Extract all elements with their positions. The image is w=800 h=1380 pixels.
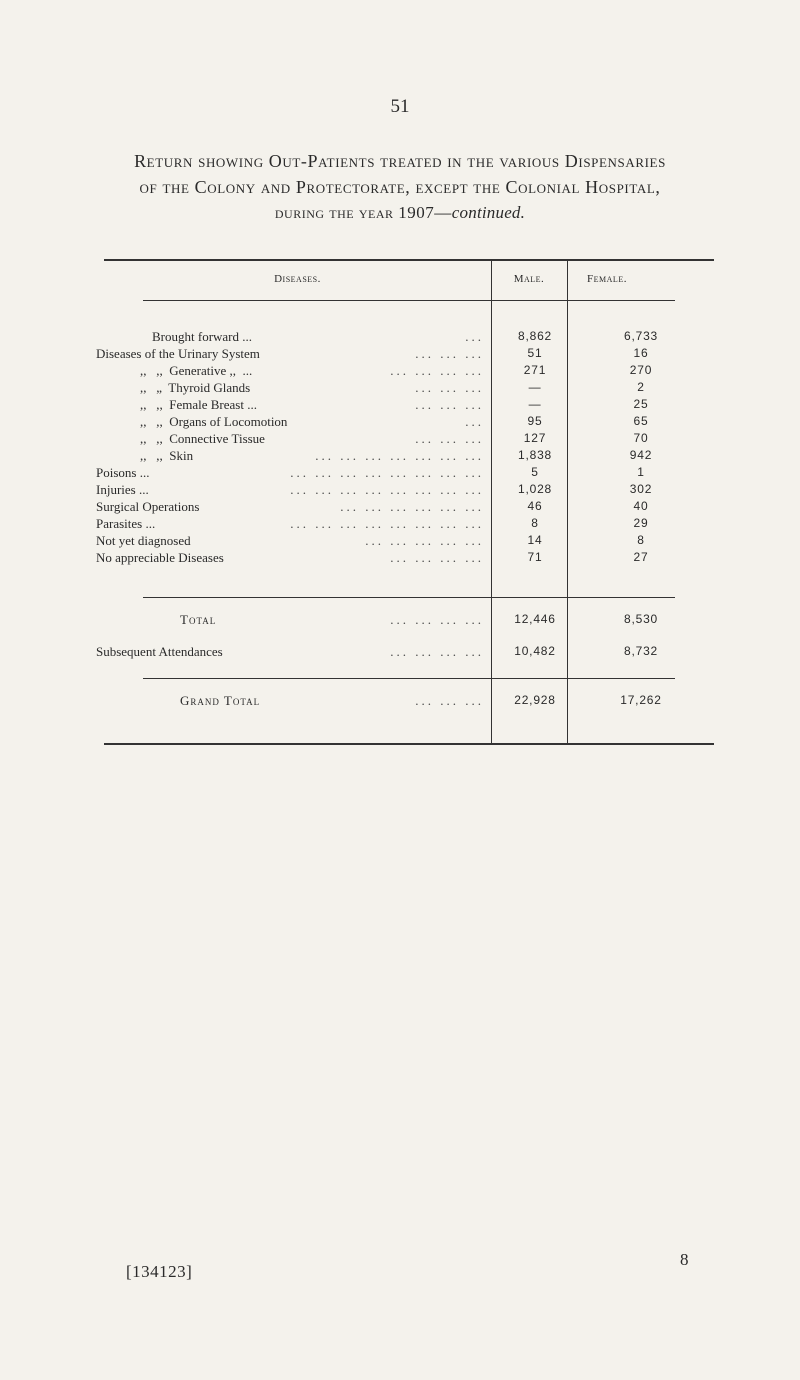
table-row (104, 431, 714, 447)
row-male: 1,028 (517, 482, 553, 496)
row-label: Parasites ... (96, 516, 156, 531)
row-male: 46 (527, 499, 543, 513)
row-female: 16 (633, 346, 649, 360)
leader-dots: ... ... ... ... (390, 612, 484, 627)
header-bottom-rule (143, 300, 675, 301)
row-label: No appreciable Diseases (96, 550, 224, 565)
row-female: 40 (633, 499, 649, 513)
leader-dots: ... ... ... (415, 693, 484, 708)
row-label: ,, ,, Skin (140, 448, 194, 463)
leader-dots: ... ... ... ... (390, 644, 484, 659)
table-row (96, 533, 714, 549)
title-line-3-prefix: during the year 1907— (274, 203, 452, 222)
table-row (96, 482, 714, 498)
leader-dots: ... ... ... ... (390, 363, 484, 378)
row-label: Brought forward ... (152, 329, 253, 344)
table-row (96, 499, 714, 515)
subsequent-male: 10,482 (514, 644, 556, 658)
total-row (104, 612, 714, 628)
row-label: Injuries ... (96, 482, 149, 497)
table-row (104, 380, 714, 396)
grand-total-row (104, 693, 714, 709)
row-male: 8,862 (517, 329, 553, 343)
row-label: ,, ,, Organs of Locomotion (140, 414, 288, 429)
row-male: 51 (527, 346, 543, 360)
leader-dots: ... ... ... ... ... ... ... ... (290, 465, 484, 480)
table-row (96, 550, 714, 566)
print-code: [134123] (126, 1262, 193, 1281)
table-bottom-rule (104, 743, 714, 745)
row-label: ,, ,, Female Breast ... (140, 397, 257, 412)
row-male: 271 (523, 363, 547, 377)
leader-dots: ... ... ... ... ... ... (340, 499, 484, 514)
table-row (104, 448, 714, 464)
table-row (104, 329, 714, 345)
leader-dots: ... ... ... (415, 397, 484, 412)
grand-total-female: 17,262 (620, 693, 662, 707)
row-label: ,, ,, Generative ,, ... (140, 363, 253, 378)
total-top-rule (143, 597, 675, 598)
row-female: 2 (637, 380, 645, 394)
row-female: 8 (637, 533, 645, 547)
leader-dots: ... ... ... ... ... ... ... (315, 448, 484, 463)
title-line-3 (70, 200, 730, 226)
title-line-3-continued: continued. (451, 203, 526, 222)
title-line-2: of the Colony and Protectorate, except the Colonial Hospital, (139, 177, 661, 197)
subsequent-label: Subsequent Attendances (96, 644, 223, 659)
subsequent-female: 8,732 (623, 644, 659, 658)
leader-dots: ... (465, 414, 484, 429)
total-label: Total (180, 612, 217, 627)
row-female: 25 (633, 397, 649, 411)
header-diseases: Diseases. (274, 273, 321, 285)
leader-dots: ... ... ... (415, 380, 484, 395)
row-label: Diseases of the Urinary System (96, 346, 260, 361)
row-female: 70 (633, 431, 649, 445)
row-male: 71 (527, 550, 543, 564)
row-male: 95 (527, 414, 543, 428)
leader-dots: ... ... ... ... ... (365, 533, 484, 548)
row-female: 302 (629, 482, 653, 496)
leader-dots: ... ... ... (415, 346, 484, 361)
table-top-rule (104, 259, 714, 261)
grand-total-top-rule (143, 678, 675, 679)
table-row (96, 465, 714, 481)
row-female: 6,733 (623, 329, 659, 343)
row-female: 1 (637, 465, 645, 479)
row-female: 270 (629, 363, 653, 377)
subsequent-row (96, 644, 714, 660)
header-male: Male. (513, 273, 545, 285)
row-female: 27 (633, 550, 649, 564)
grand-total-male: 22,928 (514, 693, 556, 707)
row-male: 127 (523, 431, 547, 445)
row-female: 942 (629, 448, 653, 462)
leader-dots: ... ... ... ... ... ... ... ... (290, 482, 484, 497)
row-label: Not yet diagnosed (96, 533, 191, 548)
row-male: 5 (531, 465, 539, 479)
out-patients-table (96, 259, 714, 744)
row-female: 29 (633, 516, 649, 530)
page-number: 51 (390, 96, 410, 117)
leader-dots: ... ... ... ... (390, 550, 484, 565)
table-row (104, 397, 714, 413)
row-label: ,, „ Thyroid Glands (140, 380, 251, 395)
row-label: Surgical Operations (96, 499, 200, 514)
row-male: — (528, 380, 542, 394)
total-female: 8,530 (623, 612, 659, 626)
header-female: Female. (587, 273, 627, 285)
row-male: 1,838 (517, 448, 553, 462)
signature-mark: 8 (680, 1250, 689, 1269)
title-line-1: Return showing Out-Patients treated in the various Dispensaries (134, 151, 666, 171)
leader-dots: ... (465, 329, 484, 344)
row-male: — (528, 397, 542, 411)
grand-total-label: Grand Total (180, 693, 261, 708)
table-row (96, 516, 714, 532)
row-male: 14 (527, 533, 543, 547)
leader-dots: ... ... ... (415, 431, 484, 446)
table-row (104, 414, 714, 430)
row-label: Poisons ... (96, 465, 150, 480)
row-female: 65 (633, 414, 649, 428)
row-male: 8 (531, 516, 539, 530)
total-male: 12,446 (514, 612, 556, 626)
row-label: ,, ,, Connective Tissue (140, 431, 265, 446)
table-row (96, 346, 714, 362)
table-row (104, 363, 714, 379)
leader-dots: ... ... ... ... ... ... ... ... (290, 516, 484, 531)
